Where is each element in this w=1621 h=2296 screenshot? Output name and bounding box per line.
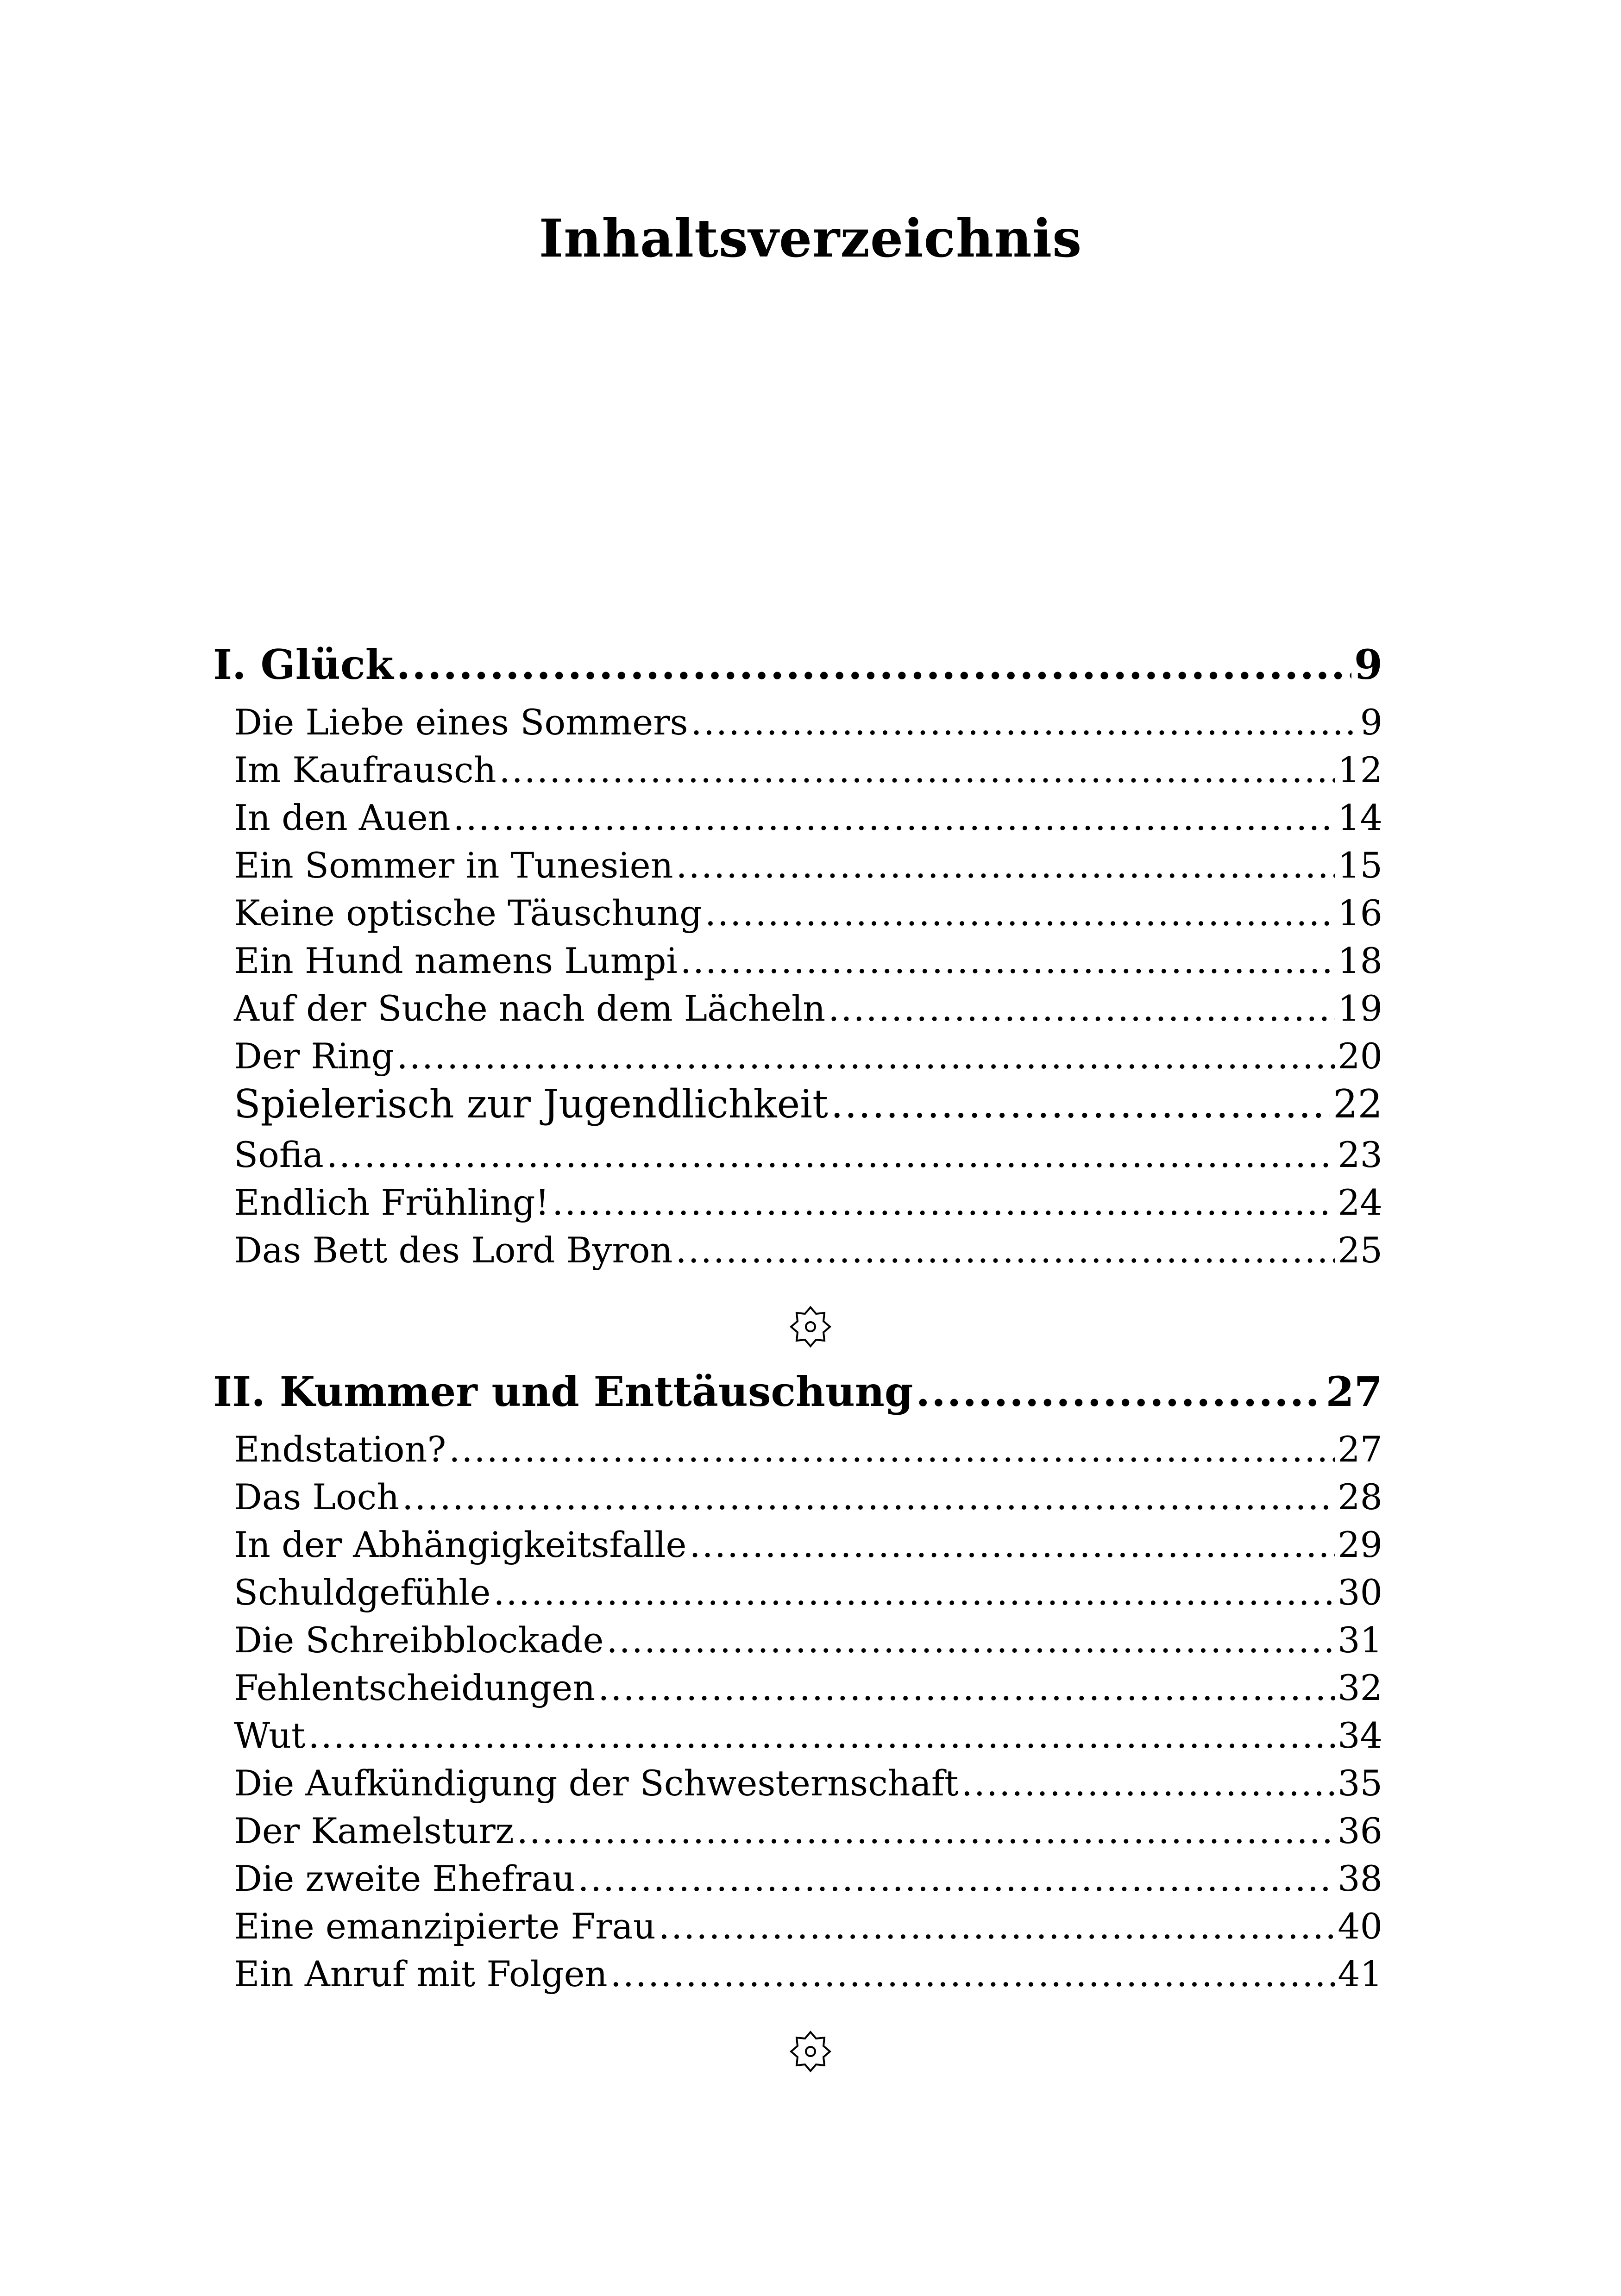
entry-page: 35 — [1338, 1763, 1382, 1804]
toc-entry[interactable] — [213, 1856, 1382, 1902]
entry-page: 19 — [1338, 988, 1382, 1029]
toc-entry[interactable] — [213, 1808, 1382, 1854]
entry-title: Keine optische Täuschung — [234, 892, 702, 934]
dot-leader — [828, 985, 1335, 1032]
toc-entry[interactable] — [213, 1179, 1382, 1226]
entry-title: Das Bett des Lord Byron — [234, 1230, 673, 1271]
entry-page: 24 — [1338, 1182, 1382, 1223]
entry-title: Ein Hund namens Lumpi — [234, 940, 678, 981]
entry-page: 32 — [1338, 1667, 1382, 1708]
entry-page: 28 — [1338, 1476, 1382, 1518]
dot-leader — [308, 1713, 1335, 1759]
entry-page: 23 — [1338, 1134, 1382, 1175]
dot-leader — [552, 1179, 1335, 1226]
toc-entry[interactable] — [213, 890, 1382, 936]
entry-page: 38 — [1338, 1858, 1382, 1899]
entry-title: Das Loch — [234, 1476, 400, 1518]
toc-entry[interactable] — [213, 1132, 1382, 1178]
section-page: 27 — [1326, 1368, 1382, 1416]
entry-page: 16 — [1338, 892, 1382, 934]
dot-leader — [396, 639, 1351, 690]
entry-title: Schuldgefühle — [234, 1572, 491, 1613]
section-page: 9 — [1354, 640, 1382, 689]
entry-page: 22 — [1333, 1081, 1382, 1127]
page-title: Inhaltsverzeichnis — [539, 208, 1082, 269]
dot-leader — [499, 747, 1335, 793]
dot-leader — [831, 1081, 1330, 1127]
toc-entry[interactable] — [213, 985, 1382, 1032]
toc-entry[interactable] — [213, 842, 1382, 889]
dot-leader — [690, 1522, 1335, 1568]
entry-title: Im Kaufrausch — [234, 749, 496, 790]
dot-leader — [449, 1426, 1335, 1473]
dot-leader — [606, 1617, 1335, 1663]
dot-leader — [578, 1856, 1335, 1902]
section-title: II. Kummer und Enttäuschung — [213, 1368, 913, 1416]
entry-page: 9 — [1360, 702, 1382, 743]
dot-leader — [517, 1808, 1335, 1854]
entry-title: In der Abhängigkeitsfalle — [234, 1524, 687, 1565]
entry-page: 31 — [1338, 1619, 1382, 1661]
entry-title: Eine emanzipierte Frau — [234, 1906, 656, 1947]
toc-entry[interactable] — [213, 1426, 1382, 1473]
dot-leader — [676, 842, 1335, 889]
entry-title: Der Kamelsturz — [234, 1810, 514, 1851]
entry-title: Sofia — [234, 1134, 324, 1175]
entry-title: Ein Anruf mit Folgen — [234, 1953, 608, 1995]
section-heading-1[interactable] — [213, 639, 1382, 690]
entry-page: 27 — [1338, 1429, 1382, 1470]
entry-title: Wut — [234, 1715, 306, 1756]
toc-entry[interactable] — [213, 1665, 1382, 1711]
toc-entry[interactable] — [213, 1903, 1382, 1950]
toc-entry[interactable] — [213, 1522, 1382, 1568]
toc-entry[interactable] — [213, 1474, 1382, 1520]
entry-title: Die Schreibblockade — [234, 1619, 604, 1661]
dot-leader — [610, 1951, 1335, 1997]
entry-page: 18 — [1338, 940, 1382, 981]
dot-leader — [680, 938, 1335, 984]
toc-entry[interactable] — [213, 1227, 1382, 1273]
entry-page: 36 — [1338, 1810, 1382, 1851]
dot-leader — [916, 1366, 1323, 1417]
entry-title: Endstation? — [234, 1429, 446, 1470]
entry-title: Ein Sommer in Tunesien — [234, 845, 673, 886]
dot-leader — [598, 1665, 1335, 1711]
entry-title: Endlich Frühling! — [234, 1182, 550, 1223]
entry-page: 12 — [1338, 749, 1382, 790]
dot-leader — [327, 1132, 1335, 1178]
entry-page: 40 — [1338, 1906, 1382, 1947]
entry-title: In den Auen — [234, 797, 451, 838]
entry-title: Die zweite Ehefrau — [234, 1858, 575, 1899]
entry-title: Auf der Suche nach dem Lächeln — [234, 988, 826, 1029]
entry-title: Die Aufkündigung der Schwesternschaft — [234, 1763, 959, 1804]
entry-title: Der Ring — [234, 1035, 394, 1077]
dot-leader — [705, 890, 1335, 936]
ornament-icon — [787, 1304, 834, 1350]
entry-page: 14 — [1338, 797, 1382, 838]
entry-page: 34 — [1338, 1715, 1382, 1756]
dot-leader — [402, 1474, 1335, 1520]
dot-leader — [493, 1569, 1335, 1616]
entry-title: Die Liebe eines Sommers — [234, 702, 688, 743]
dot-leader — [453, 795, 1335, 841]
dot-leader — [659, 1903, 1335, 1950]
toc-entry[interactable] — [213, 938, 1382, 984]
toc-entry[interactable] — [213, 1951, 1382, 1997]
entry-page: 30 — [1338, 1572, 1382, 1613]
entry-title: Spielerisch zur Jugendlichkeit — [234, 1081, 828, 1127]
toc-entry[interactable] — [213, 699, 1382, 746]
dot-leader — [397, 1033, 1335, 1079]
entry-page: 20 — [1338, 1035, 1382, 1077]
entry-page: 29 — [1338, 1524, 1382, 1565]
entry-title: Fehlentscheidungen — [234, 1667, 596, 1708]
toc-entry[interactable] — [213, 1033, 1382, 1079]
dot-leader — [961, 1760, 1335, 1807]
toc-entry[interactable] — [213, 1713, 1382, 1759]
ornament-icon — [787, 2028, 834, 2075]
dot-leader — [675, 1227, 1335, 1273]
entry-page: 25 — [1338, 1230, 1382, 1271]
toc-entry[interactable] — [213, 1617, 1382, 1663]
toc-entry[interactable] — [213, 747, 1382, 793]
toc-entry[interactable] — [213, 795, 1382, 841]
toc-entry[interactable] — [213, 1760, 1382, 1807]
toc-entry[interactable] — [213, 1569, 1382, 1616]
entry-page: 15 — [1338, 845, 1382, 886]
entry-page: 41 — [1338, 1953, 1382, 1995]
section-title: I. Glück — [213, 640, 394, 689]
dot-leader — [691, 699, 1357, 746]
section-heading-2[interactable] — [213, 1366, 1382, 1417]
toc-entry[interactable] — [213, 1081, 1382, 1127]
